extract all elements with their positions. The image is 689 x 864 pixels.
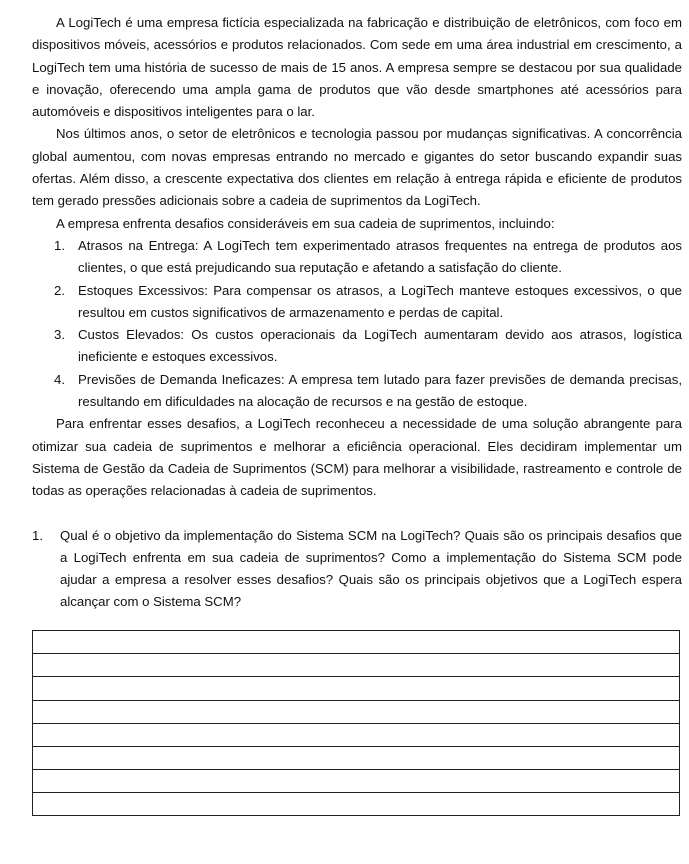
question-number: 1. (32, 527, 43, 543)
list-item-text: Estoques Excessivos: Para compensar os atrasos, a LogiTech manteve estoques excessivos, o que resultou em custos significativos de armazenamento e perdas de capital. (78, 282, 682, 320)
answer-line[interactable] (33, 654, 679, 677)
document-page (32, 12, 682, 614)
list-item (32, 280, 682, 325)
list-item-number: 3. (54, 327, 65, 343)
question-text: Qual é o objetivo da implementação do Sistema SCM na LogiTech? Quais são os principais desafios que a LogiTech enfrenta em sua cadeia de suprimentos? Como a implementação do Sistema SCM pode ajudar a empresa a resolver esses desafios? Quais são os principais objetivos que a LogiTech espera alcançar com o Sistema SCM? (60, 527, 682, 610)
answer-line[interactable] (33, 701, 679, 724)
answer-line[interactable] (33, 747, 679, 770)
list-item-number: 1. (54, 237, 65, 253)
list-item-number: 2. (54, 282, 65, 298)
intro-paragraph-3: A empresa enfrenta desafios consideráveis em sua cadeia de suprimentos, incluindo: (56, 215, 555, 231)
challenges-list (32, 235, 682, 413)
answer-line[interactable] (33, 631, 679, 654)
intro-paragraph-1: A LogiTech é uma empresa fictícia especializada na fabricação e distribuição de eletrônicos, com foco em dispositivos móveis, acessórios e produtos relacionados. Com sede em uma área industrial em crescimento, a LogiTech tem uma história de sucesso de mais de 15 anos. A empresa sempre se destacou por sua qualidade e inovação, oferecendo uma ampla gama de produtos que vão desde smartphones até acessórios para automóveis e dispositivos inteligentes para o lar. (32, 15, 682, 120)
list-item-text: Custos Elevados: Os custos operacionais da LogiTech aumentaram devido aos atrasos, logística ineficiente e estoques excessivos. (78, 327, 682, 365)
answer-line[interactable] (33, 770, 679, 793)
list-item (32, 235, 682, 280)
closing-paragraph: Para enfrentar esses desafios, a LogiTech reconheceu a necessidade de uma solução abrangente para otimizar sua cadeia de suprimentos e melhorar a eficiência operacional. Eles decidiram implementar um Sistema de Gestão da Cadeia de Suprimentos (SCM) para melhorar a visibilidade, rastreamento e controle de todas as operações relacionadas à cadeia de suprimentos. (32, 416, 682, 499)
answer-line[interactable] (33, 793, 679, 816)
question-1 (32, 525, 682, 614)
intro-paragraph-2: Nos últimos anos, o setor de eletrônicos e tecnologia passou por mudanças significativas. A concorrência global aumentou, com novas empresas entrando no mercado e gigantes do setor buscando expandir suas ofertas. Além disso, a crescente expectativa dos clientes em relação à entrega rápida e eficiente de produtos tem gerado pressões adicionais sobre a cadeia de suprimentos da LogiTech. (32, 126, 682, 209)
list-item-number: 4. (54, 371, 65, 387)
list-item-text: Previsões de Demanda Ineficazes: A empresa tem lutado para fazer previsões de demanda precisas, resultando em dificuldades na alocação de recursos e na gestão de estoque. (78, 371, 682, 410)
answer-line[interactable] (33, 724, 679, 747)
section-spacer (32, 503, 682, 525)
list-item-text: Atrasos na Entrega: A LogiTech tem experimentado atrasos frequentes na entrega de produtos aos clientes, o que está prejudicando sua reputação e afetando a satisfação do cliente. (78, 237, 682, 276)
list-item (32, 369, 682, 414)
answer-line[interactable] (33, 677, 679, 700)
list-item (32, 324, 682, 369)
answer-box[interactable] (32, 630, 680, 816)
